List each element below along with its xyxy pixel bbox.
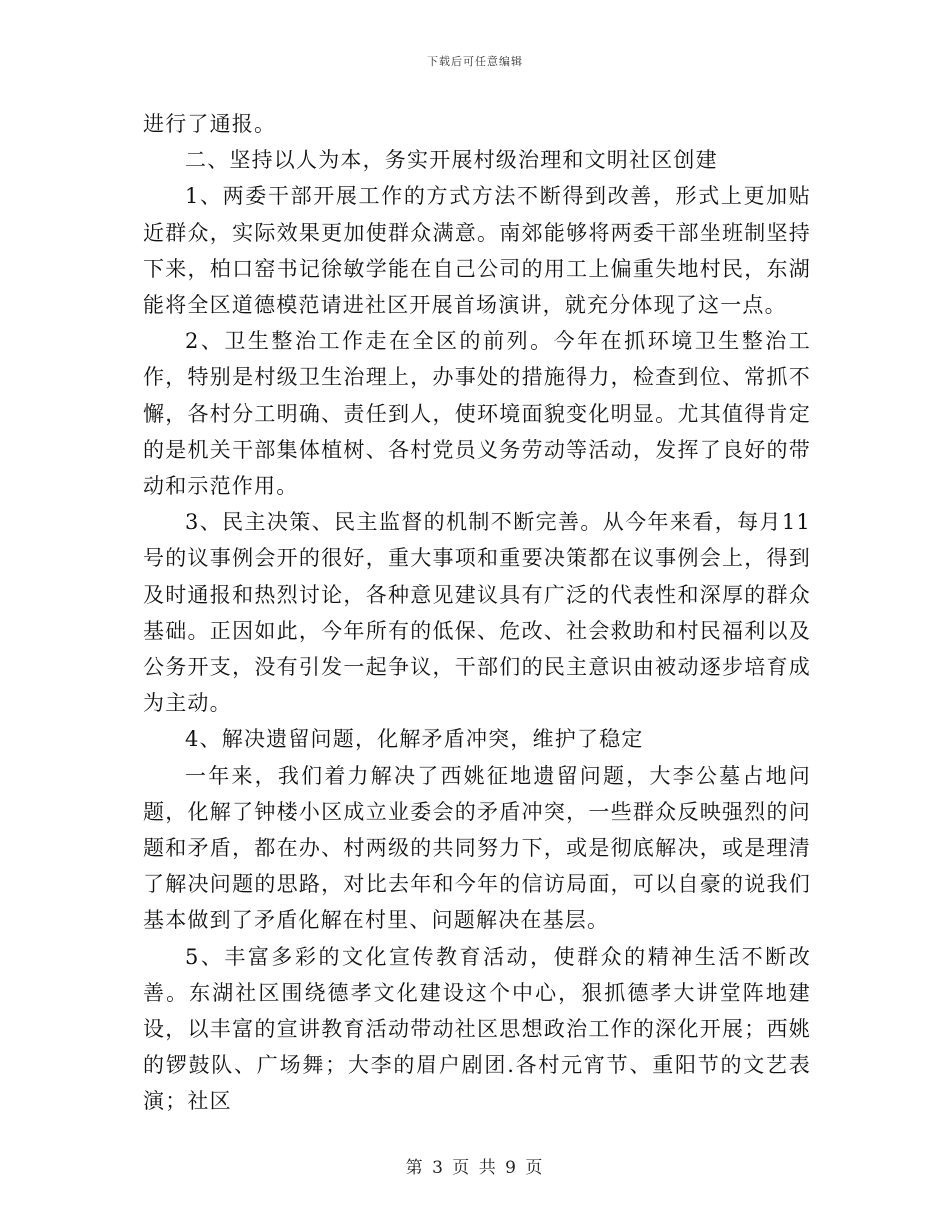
paragraph-item-1: 1、两委干部开展工作的方式方法不断得到改善，形式上更加贴近群众，实际效果更加使群众满意。南郊能够将两委干部坐班制坚持下来，柏口窑书记徐敏学能在自己公司的用工上偏重失地村民，东湖能将全区道德模范请进社区开展首场演讲，就充分体现了这一点。 — [143, 184, 811, 318]
paragraph-item-4-body: 一年来，我们着力解决了西姚征地遗留问题，大李公墓占地问题，化解了钟楼小区成立业委会的矛盾冲突，一些群众反映强烈的问题和矛盾，都在办、村两级的共同努力下，或是彻底解决，或是理清了解决问题的思路，对比去年和今年的信访局面，可以自豪的说我们基本做到了矛盾化解在村里、问题解决在基层。 — [143, 763, 811, 933]
paragraph-item-5: 5、丰富多彩的文化宣传教育活动，使群众的精神生活不断改善。东湖社区围绕德孝文化建设这个中心，狠抓德孝大讲堂阵地建设，以丰富的宣讲教育活动带动社区思想政治工作的深化开展；西姚的锣鼓队、广场舞；大李的眉户剧团.各村元宵节、重阳节的文艺表演；社区 — [143, 944, 811, 1114]
paragraph-item-4-heading: 4、解决遗留问题，化解矛盾冲突，维护了稳定 — [185, 727, 644, 752]
section-heading: 二、坚持以人为本，务实开展村级治理和文明社区创建 — [185, 148, 718, 173]
page-header-note: 下载后可任意编辑 — [427, 55, 523, 68]
document-body — [143, 106, 811, 1120]
paragraph-item-2: 2、卫生整治工作走在全区的前列。今年在抓环境卫生整治工作，特别是村级卫生治理上，办事处的措施得力，检查到位、常抓不懈，各村分工明确、责任到人，使环境面貌变化明显。尤其值得肯定的是机关干部集体植树、各村党员义务劳动等活动，发挥了良好的带动和示范作用。 — [143, 329, 811, 499]
page-number: 第 3 页 共 9 页 — [405, 1158, 545, 1178]
paragraph-continuation: 进行了通报。 — [143, 112, 277, 136]
paragraph-item-3: 3、民主决策、民主监督的机制不断完善。从今年来看，每月11号的议事例会开的很好，重大事项和重要决策都在议事例会上，得到及时通报和热烈讨论，各种意见建议具有广泛的代表性和深厚的群众基础。正因如此，今年所有的低保、危改、社会救助和村民福利以及公务开支，没有引发一起争议，干部们的民主意识由被动逐步培育成为主动。 — [143, 510, 811, 716]
